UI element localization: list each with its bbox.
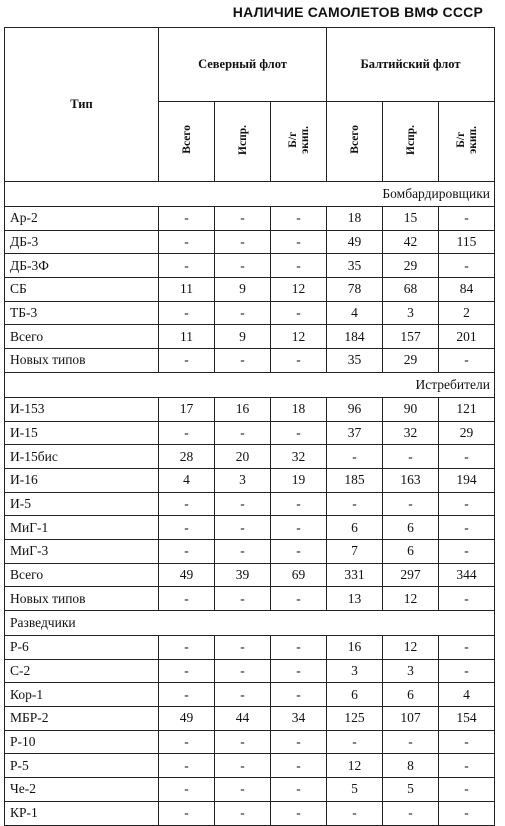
cell-value: 16 (327, 636, 383, 660)
table-row (5, 801, 495, 825)
cell-value: - (271, 778, 327, 802)
cell-value: - (439, 254, 495, 278)
cell-value: - (159, 539, 215, 563)
cell-value: - (439, 207, 495, 231)
cell-value: - (271, 539, 327, 563)
cell-value: - (159, 730, 215, 754)
cell-value: 331 (327, 563, 383, 587)
cell-value: - (439, 349, 495, 373)
cell-value: - (439, 730, 495, 754)
cell-value: 35 (327, 349, 383, 373)
cell-value: - (215, 421, 271, 445)
cell-value: 37 (327, 421, 383, 445)
cell-value: - (271, 730, 327, 754)
cell-value: - (159, 492, 215, 516)
cell-value: 8 (383, 754, 439, 778)
cell-value: 11 (159, 325, 215, 349)
subcol-label: Б/г экип. (454, 125, 479, 154)
cell-value: - (215, 778, 271, 802)
cell-value: - (159, 587, 215, 611)
cell-value: 20 (215, 445, 271, 469)
cell-value: 5 (327, 778, 383, 802)
cell-value: - (271, 254, 327, 278)
cell-value: - (215, 659, 271, 683)
cell-value: - (271, 754, 327, 778)
cell-value: 18 (327, 207, 383, 231)
header-subcol (271, 102, 327, 182)
cell-value: - (271, 301, 327, 325)
cell-value: - (159, 254, 215, 278)
table-row (5, 730, 495, 754)
cell-value: 163 (383, 468, 439, 492)
table-row (5, 325, 495, 349)
cell-type: И-16 (5, 468, 159, 492)
cell-value: 32 (383, 421, 439, 445)
cell-value: 4 (159, 468, 215, 492)
header-fleet-baltic: Балтийский флот (327, 28, 495, 102)
cell-value: 42 (383, 230, 439, 254)
table-row (5, 539, 495, 563)
cell-type: И-5 (5, 492, 159, 516)
cell-value: 12 (271, 278, 327, 302)
cell-value: 15 (383, 207, 439, 231)
table-row (5, 254, 495, 278)
cell-type: Ар-2 (5, 207, 159, 231)
cell-value: 16 (215, 397, 271, 421)
cell-type: Че-2 (5, 778, 159, 802)
section-title: Разведчики (5, 611, 495, 636)
cell-type: Новых типов (5, 349, 159, 373)
header-subcol (439, 102, 495, 182)
cell-value: - (271, 421, 327, 445)
cell-value: 69 (271, 563, 327, 587)
cell-value: 49 (159, 707, 215, 731)
subcol-label: Всего (180, 125, 193, 154)
cell-value: - (159, 778, 215, 802)
cell-value: - (439, 659, 495, 683)
cell-value: - (215, 539, 271, 563)
cell-type: ДБ-3Ф (5, 254, 159, 278)
subcol-label: Всего (348, 125, 361, 154)
cell-value: 13 (327, 587, 383, 611)
cell-value: 194 (439, 468, 495, 492)
cell-value: - (159, 421, 215, 445)
cell-value: - (159, 659, 215, 683)
cell-value: - (439, 636, 495, 660)
cell-value: - (271, 801, 327, 825)
cell-value: - (383, 801, 439, 825)
cell-type: Всего (5, 563, 159, 587)
cell-value: - (439, 492, 495, 516)
cell-value: 157 (383, 325, 439, 349)
page-title: НАЛИЧИЕ САМОЛЕТОВ ВМФ СССР (232, 4, 483, 20)
subcol-label: Б/г экип. (286, 125, 311, 154)
cell-value: 49 (159, 563, 215, 587)
cell-value: - (383, 445, 439, 469)
subcol-label: Испр. (404, 124, 417, 155)
section-title: Истребители (5, 372, 495, 397)
cell-value: - (215, 230, 271, 254)
cell-value: 107 (383, 707, 439, 731)
table-row (5, 659, 495, 683)
cell-value: - (215, 636, 271, 660)
cell-value: - (215, 801, 271, 825)
table-row (5, 778, 495, 802)
cell-value: 34 (271, 707, 327, 731)
cell-value: - (215, 349, 271, 373)
table-row (5, 421, 495, 445)
cell-value: 11 (159, 278, 215, 302)
aircraft-table (4, 27, 495, 826)
cell-value: 154 (439, 707, 495, 731)
table-row (5, 301, 495, 325)
cell-value: 185 (327, 468, 383, 492)
cell-value: 29 (383, 349, 439, 373)
cell-value: - (215, 301, 271, 325)
table-row (5, 754, 495, 778)
cell-value: - (271, 492, 327, 516)
cell-value: 32 (271, 445, 327, 469)
table-row (5, 397, 495, 421)
cell-value: 6 (383, 516, 439, 540)
cell-value: 12 (383, 636, 439, 660)
section-row (5, 611, 495, 636)
cell-value: 7 (327, 539, 383, 563)
cell-value: 39 (215, 563, 271, 587)
cell-type: МиГ-3 (5, 539, 159, 563)
cell-value: - (439, 539, 495, 563)
section-row (5, 182, 495, 207)
cell-value: 3 (327, 659, 383, 683)
cell-value: - (215, 207, 271, 231)
cell-value: 2 (439, 301, 495, 325)
cell-type: Р-5 (5, 754, 159, 778)
cell-value: - (327, 801, 383, 825)
cell-value: 17 (159, 397, 215, 421)
header-type: Тип (5, 28, 159, 182)
table-body (5, 182, 495, 826)
cell-value: 184 (327, 325, 383, 349)
cell-value: - (439, 754, 495, 778)
cell-value: 12 (271, 325, 327, 349)
cell-value: 297 (383, 563, 439, 587)
cell-value: - (215, 754, 271, 778)
header-subcol (159, 102, 215, 182)
cell-value: 29 (383, 254, 439, 278)
cell-value: - (215, 492, 271, 516)
cell-value: - (327, 492, 383, 516)
cell-value: 19 (271, 468, 327, 492)
cell-value: - (271, 349, 327, 373)
cell-value: - (271, 207, 327, 231)
cell-value: - (159, 636, 215, 660)
cell-value: 9 (215, 278, 271, 302)
cell-type: Р-10 (5, 730, 159, 754)
cell-value: 115 (439, 230, 495, 254)
cell-type: Кор-1 (5, 683, 159, 707)
cell-value: 4 (439, 683, 495, 707)
cell-value: - (327, 445, 383, 469)
table-row (5, 636, 495, 660)
table-row (5, 207, 495, 231)
cell-value: - (215, 683, 271, 707)
header-subcol (215, 102, 271, 182)
cell-value: 6 (327, 516, 383, 540)
header-subcol (327, 102, 383, 182)
cell-value: 96 (327, 397, 383, 421)
cell-value: 4 (327, 301, 383, 325)
cell-type: И-15бис (5, 445, 159, 469)
cell-value: 12 (327, 754, 383, 778)
cell-value: - (439, 778, 495, 802)
cell-value: - (439, 587, 495, 611)
cell-value: - (159, 230, 215, 254)
cell-value: - (159, 516, 215, 540)
cell-type: Новых типов (5, 587, 159, 611)
cell-value: 78 (327, 278, 383, 302)
cell-value: 6 (383, 683, 439, 707)
cell-value: - (215, 587, 271, 611)
cell-value: - (383, 492, 439, 516)
cell-value: 28 (159, 445, 215, 469)
table-row (5, 492, 495, 516)
table-row (5, 587, 495, 611)
cell-value: - (215, 254, 271, 278)
cell-value: - (271, 636, 327, 660)
cell-value: 121 (439, 397, 495, 421)
table-row (5, 683, 495, 707)
cell-value: 201 (439, 325, 495, 349)
cell-value: 6 (383, 539, 439, 563)
cell-value: 344 (439, 563, 495, 587)
cell-type: МиГ-1 (5, 516, 159, 540)
header-fleet-north: Северный флот (159, 28, 327, 102)
cell-value: - (159, 754, 215, 778)
cell-value: 90 (383, 397, 439, 421)
cell-value: 3 (383, 659, 439, 683)
cell-value: 9 (215, 325, 271, 349)
cell-value: 3 (383, 301, 439, 325)
cell-type: ДБ-3 (5, 230, 159, 254)
cell-value: - (215, 730, 271, 754)
cell-value: - (271, 659, 327, 683)
table-row (5, 707, 495, 731)
cell-value: 84 (439, 278, 495, 302)
cell-value: - (159, 349, 215, 373)
table-row (5, 563, 495, 587)
cell-value: 18 (271, 397, 327, 421)
cell-value: 5 (383, 778, 439, 802)
cell-type: КР-1 (5, 801, 159, 825)
cell-value: 29 (439, 421, 495, 445)
section-title: Бомбардировщики (5, 182, 495, 207)
cell-value: - (271, 516, 327, 540)
cell-value: - (439, 516, 495, 540)
cell-value: - (159, 683, 215, 707)
cell-type: Р-6 (5, 636, 159, 660)
cell-value: 35 (327, 254, 383, 278)
table-row (5, 468, 495, 492)
table-row (5, 349, 495, 373)
table-row (5, 278, 495, 302)
table-row (5, 230, 495, 254)
cell-type: ТБ-3 (5, 301, 159, 325)
table-row (5, 445, 495, 469)
cell-value: 125 (327, 707, 383, 731)
cell-value: - (327, 730, 383, 754)
cell-type: С-2 (5, 659, 159, 683)
cell-value: 12 (383, 587, 439, 611)
table-row (5, 516, 495, 540)
cell-value: - (159, 801, 215, 825)
cell-value: 68 (383, 278, 439, 302)
cell-value: - (439, 445, 495, 469)
cell-type: МБР-2 (5, 707, 159, 731)
cell-value: 44 (215, 707, 271, 731)
cell-type: Всего (5, 325, 159, 349)
cell-value: 49 (327, 230, 383, 254)
cell-value: - (159, 207, 215, 231)
cell-value: - (271, 230, 327, 254)
cell-value: - (439, 801, 495, 825)
cell-value: - (271, 683, 327, 707)
subcol-label: Испр. (236, 124, 249, 155)
cell-value: - (215, 516, 271, 540)
cell-value: - (271, 587, 327, 611)
cell-value: - (383, 730, 439, 754)
cell-type: СБ (5, 278, 159, 302)
cell-value: - (159, 301, 215, 325)
cell-type: И-15 (5, 421, 159, 445)
cell-type: И-153 (5, 397, 159, 421)
cell-value: 6 (327, 683, 383, 707)
section-row (5, 372, 495, 397)
header-subcol (383, 102, 439, 182)
cell-value: 3 (215, 468, 271, 492)
